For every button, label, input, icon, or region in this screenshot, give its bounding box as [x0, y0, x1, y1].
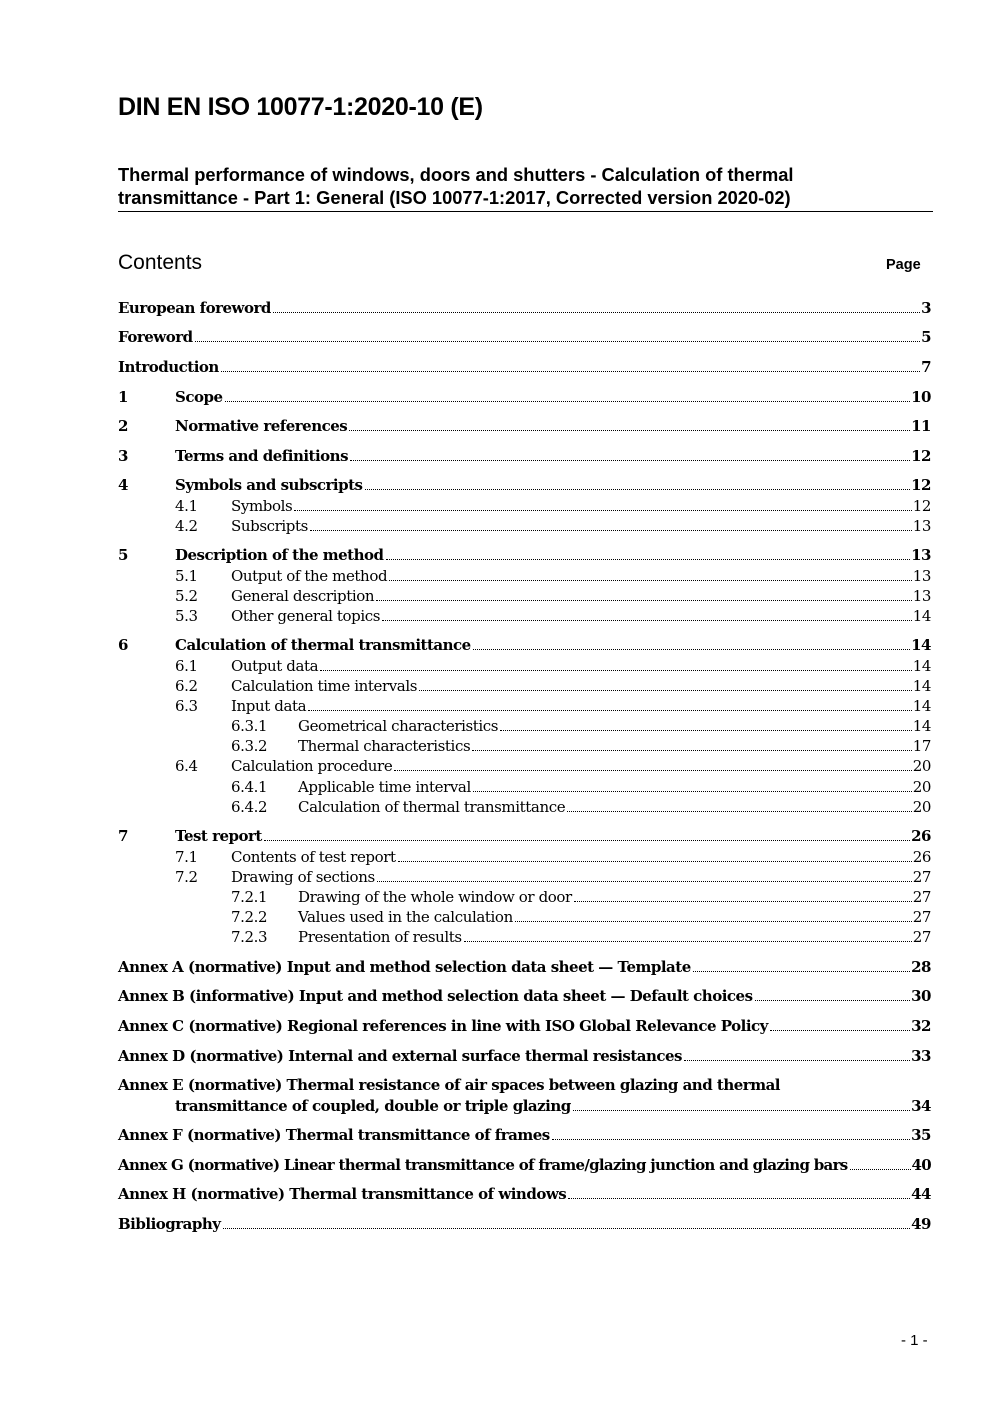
toc-title: Normative references [175, 417, 348, 435]
leader-dots [294, 510, 911, 511]
toc-page: 5 [921, 328, 931, 346]
toc-title: Test report [175, 827, 262, 845]
toc-title: Annex B (informative) Input and method selection data sheet — Default choices [118, 987, 753, 1005]
toc-title: Contents of test report [231, 848, 396, 866]
toc-page: 7 [921, 358, 931, 376]
toc-number: 6.4.1 [231, 778, 268, 796]
toc-title: Symbols and subscripts [175, 476, 363, 494]
leader-dots [225, 401, 911, 402]
toc-title: Values used in the calculation [298, 908, 513, 926]
toc-page: 44 [911, 1185, 931, 1203]
leader-dots [770, 1030, 910, 1031]
leader-dots [221, 371, 920, 372]
toc-entry-european-foreword[interactable] [118, 298, 931, 318]
toc-entry-annex-e-line1[interactable]: Annex E (normative) Thermal resistance of air spaces between glazing and thermal [118, 1076, 780, 1094]
toc-entry-values-used[interactable] [118, 907, 931, 927]
toc-page: 13 [912, 567, 931, 585]
toc-number: 6.3.2 [231, 737, 268, 755]
toc-title: Calculation of thermal transmittance [175, 636, 471, 654]
leader-dots [693, 971, 910, 972]
leader-dots [473, 791, 912, 792]
toc-number: 6.3.1 [231, 717, 268, 735]
toc-number: 3 [118, 447, 128, 465]
toc-page: 20 [912, 778, 931, 796]
toc-page: 12 [911, 447, 931, 465]
toc-page: 14 [912, 657, 931, 675]
page-number: - 1 - [901, 1332, 928, 1349]
toc-page: 40 [911, 1156, 931, 1174]
toc-number: 1 [118, 388, 128, 406]
toc-title: Annex F (normative) Thermal transmittance of frames [118, 1126, 550, 1144]
toc-number: 7.2 [175, 868, 198, 886]
toc-title: Output data [231, 657, 319, 675]
leader-dots [310, 530, 912, 531]
toc-page: 14 [912, 697, 931, 715]
toc-page: 14 [912, 677, 931, 695]
toc-entry-annex-f[interactable] [118, 1125, 931, 1145]
toc-title: Terms and definitions [175, 447, 349, 465]
toc-entry-description-of-the-method[interactable] [118, 545, 931, 565]
toc-number: 5.1 [175, 567, 198, 585]
leader-dots [552, 1139, 910, 1140]
toc-title: Foreword [118, 328, 193, 346]
toc-entry-contents-of-test-report[interactable] [118, 847, 931, 867]
toc-page: 27 [912, 888, 931, 906]
toc-page: 28 [911, 958, 931, 976]
leader-dots [684, 1060, 910, 1061]
toc-entry-annex-h[interactable] [118, 1184, 931, 1204]
toc-entry-other-general-topics[interactable] [118, 606, 931, 626]
toc-page: 27 [912, 928, 931, 946]
toc-title: Calculation of thermal transmittance [298, 798, 566, 816]
toc-number: 6.4.2 [231, 798, 268, 816]
toc-entry-calculation-of-thermal-transmittance[interactable] [118, 635, 931, 655]
toc-page: 12 [912, 497, 931, 515]
toc-entry-introduction[interactable] [118, 357, 931, 377]
toc-page: 11 [911, 417, 931, 435]
toc-title: Description of the method [175, 546, 384, 564]
toc-entry-normative-references[interactable] [118, 416, 931, 436]
toc-number: 4.1 [175, 497, 198, 515]
toc-page: 3 [921, 299, 931, 317]
leader-dots [365, 489, 911, 490]
toc-entry-calculation-time-intervals[interactable] [118, 676, 931, 696]
toc-title: Output of the method [231, 567, 388, 585]
toc-page: 33 [911, 1047, 931, 1065]
toc-entry-drawing-of-sections[interactable] [118, 867, 931, 887]
toc-page: 30 [911, 987, 931, 1005]
toc-page: 14 [912, 607, 931, 625]
toc-entry-annex-d[interactable] [118, 1046, 931, 1066]
toc-entry-annex-g[interactable] [118, 1155, 931, 1175]
leader-dots [349, 430, 910, 431]
toc-page: 27 [912, 908, 931, 926]
toc-number: 4 [118, 476, 128, 494]
toc-title: Presentation of results [298, 928, 462, 946]
leader-dots [500, 730, 912, 731]
page-column-heading: Page [886, 257, 921, 273]
leader-dots [473, 649, 910, 650]
contents-heading: Contents [118, 251, 203, 274]
toc-page: 17 [912, 737, 931, 755]
leader-dots [398, 861, 912, 862]
toc-entry-applicable-time-interval[interactable] [118, 777, 931, 797]
toc-title: Geometrical characteristics [298, 717, 499, 735]
toc-title: Introduction [118, 358, 219, 376]
document-subtitle [118, 163, 933, 212]
toc-page: 13 [912, 517, 931, 535]
toc-number: 7.2.3 [231, 928, 268, 946]
toc-number: 4.2 [175, 517, 198, 535]
toc-title: Bibliography [118, 1215, 221, 1233]
toc-page: 34 [911, 1097, 931, 1115]
toc-page: 35 [911, 1126, 931, 1144]
leader-dots [223, 1228, 911, 1229]
leader-dots [386, 559, 911, 560]
toc-page: 10 [911, 388, 931, 406]
leader-dots [574, 901, 912, 902]
toc-page: 13 [912, 587, 931, 605]
toc-title: Thermal characteristics [298, 737, 471, 755]
toc-title: Input data [231, 697, 307, 715]
toc-entry-test-report[interactable] [118, 826, 931, 846]
toc-title: Drawing of the whole window or door [298, 888, 572, 906]
toc-entry-calculation-of-thermal-transmittance-sub[interactable] [118, 797, 931, 817]
toc-entry-annex-a[interactable] [118, 957, 931, 977]
toc-title: Calculation time intervals [231, 677, 418, 695]
toc-entry-annex-c[interactable] [118, 1016, 931, 1036]
toc-entry-output-of-the-method[interactable] [118, 566, 931, 586]
toc-entry-thermal-characteristics[interactable] [118, 736, 931, 756]
toc-title: Drawing of sections [231, 868, 375, 886]
toc-number: 5.3 [175, 607, 198, 625]
toc-title: Calculation procedure [231, 757, 393, 775]
leader-dots [320, 670, 912, 671]
toc-number: 7.1 [175, 848, 198, 866]
toc-number: 5.2 [175, 587, 198, 605]
toc-number: 6.3 [175, 697, 198, 715]
subtitle-line-1: Thermal performance of windows, doors and shutters - Calculation of thermal [118, 164, 794, 185]
toc-number: 6.4 [175, 757, 198, 775]
toc-entry-annex-e[interactable] [118, 1096, 931, 1116]
toc-number: 7.2.2 [231, 908, 268, 926]
toc-page: 32 [911, 1017, 931, 1035]
toc-title: Applicable time interval [298, 778, 471, 796]
toc-title: Scope [175, 388, 223, 406]
toc-title: Symbols [231, 497, 293, 515]
leader-dots [464, 941, 912, 942]
leader-dots [755, 1000, 911, 1001]
toc-page: 20 [912, 757, 931, 775]
toc-entry-subscripts[interactable] [118, 516, 931, 536]
toc-number: 6.1 [175, 657, 198, 675]
toc-entry-drawing-of-whole-window[interactable] [118, 887, 931, 907]
toc-number: 6 [118, 636, 128, 654]
leader-dots [350, 460, 910, 461]
toc-entry-bibliography[interactable] [118, 1214, 931, 1234]
toc-page: 49 [911, 1215, 931, 1233]
leader-dots [472, 750, 911, 751]
toc-entry-symbols[interactable] [118, 496, 931, 516]
toc-page: 20 [912, 798, 931, 816]
leader-dots [850, 1169, 911, 1170]
toc-entry-symbols-and-subscripts[interactable] [118, 475, 931, 495]
leader-dots [376, 600, 912, 601]
leader-dots [377, 881, 912, 882]
leader-dots [573, 1110, 910, 1111]
toc-number: 7 [118, 827, 128, 845]
toc-page: 14 [912, 717, 931, 735]
toc-page: 13 [911, 546, 931, 564]
leader-dots [264, 840, 910, 841]
toc-title: Annex G (normative) Linear thermal transmittance of frame/glazing junction and glazing bars [118, 1156, 848, 1174]
document-title: DIN EN ISO 10077-1:2020-10 (E) [118, 93, 483, 121]
toc-title: Annex H (normative) Thermal transmittance of windows [118, 1185, 567, 1203]
toc-page: 26 [911, 827, 931, 845]
toc-entry-annex-b[interactable] [118, 986, 931, 1006]
toc-entry-foreword[interactable] [118, 327, 931, 347]
leader-dots [568, 1198, 910, 1199]
toc-entry-presentation-of-results[interactable] [118, 927, 931, 947]
leader-dots [382, 620, 912, 621]
toc-title: Annex A (normative) Input and method selection data sheet — Template [118, 958, 691, 976]
toc-entry-general-description[interactable] [118, 586, 931, 606]
leader-dots [273, 312, 920, 313]
toc-title: transmittance of coupled, double or triple glazing [175, 1097, 571, 1115]
toc-entry-output-data[interactable] [118, 656, 931, 676]
leader-dots [567, 811, 912, 812]
toc-page: 26 [912, 848, 931, 866]
toc-title: General description [231, 587, 375, 605]
leader-dots [419, 690, 912, 691]
leader-dots [394, 770, 911, 771]
leader-dots [515, 921, 912, 922]
toc-entry-calculation-procedure[interactable] [118, 756, 931, 776]
toc-number: 7.2.1 [231, 888, 268, 906]
toc-entry-geometrical-characteristics[interactable] [118, 716, 931, 736]
toc-number: 6.2 [175, 677, 198, 695]
toc-page: 27 [912, 868, 931, 886]
toc-page: 12 [911, 476, 931, 494]
toc-title: Annex D (normative) Internal and external surface thermal resistances [118, 1047, 683, 1065]
toc-number: 5 [118, 546, 128, 564]
leader-dots [195, 341, 920, 342]
toc-entry-scope[interactable] [118, 387, 931, 407]
toc-number: 2 [118, 417, 128, 435]
toc-title: Other general topics [231, 607, 381, 625]
toc-page: 14 [911, 636, 931, 654]
subtitle-line-2: transmittance - Part 1: General (ISO 10077-1:2017, Corrected version 2020-02) [118, 187, 791, 208]
toc-title: European foreword [118, 299, 271, 317]
toc-entry-terms-and-definitions[interactable] [118, 446, 931, 466]
toc-entry-input-data[interactable] [118, 696, 931, 716]
toc-title: Annex C (normative) Regional references in line with ISO Global Relevance Policy [118, 1017, 768, 1035]
leader-dots [308, 710, 912, 711]
leader-dots [389, 580, 912, 581]
toc-title: Subscripts [231, 517, 308, 535]
